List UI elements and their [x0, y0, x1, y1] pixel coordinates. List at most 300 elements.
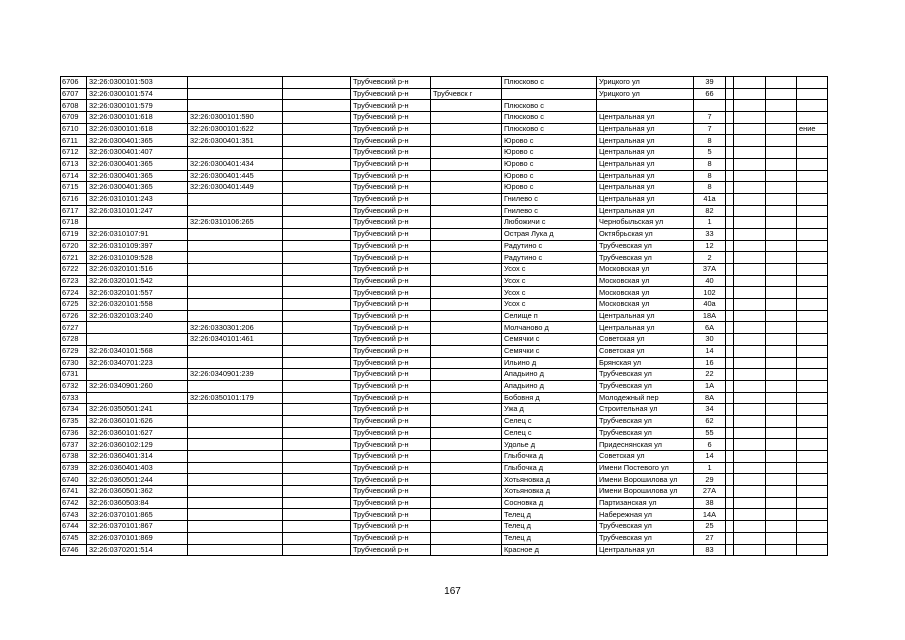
cadastral-number-cell: 32:26:0310109:397: [87, 240, 188, 252]
row-number-cell: 6731: [61, 369, 87, 381]
empty-cell: [734, 392, 766, 404]
empty-cell: [283, 147, 351, 159]
empty-cell: [283, 322, 351, 334]
empty-cell: [734, 509, 766, 521]
house-number-cell: 33: [694, 228, 726, 240]
cadastral-number-cell: 32:26:0360503:84: [87, 497, 188, 509]
house-number-cell: 14: [694, 451, 726, 463]
house-number-cell: 30: [694, 334, 726, 346]
empty-cell: [734, 334, 766, 346]
settlement-cell: Бобовня д: [502, 392, 597, 404]
settlement-cell: Радутино с: [502, 252, 597, 264]
house-number-cell: 7: [694, 112, 726, 124]
empty-cell: [283, 415, 351, 427]
city-cell: [431, 521, 502, 533]
empty-cell: [766, 497, 797, 509]
linked-cadastral-number-cell: 32:26:0300401:449: [188, 182, 283, 194]
note-cell: [797, 415, 828, 427]
cadastral-number-cell: 32:26:0320101:558: [87, 299, 188, 311]
row-number-cell: 6735: [61, 415, 87, 427]
settlement-cell: Радутино с: [502, 240, 597, 252]
cadastral-number-cell: 32:26:0300101:579: [87, 100, 188, 112]
empty-cell: [734, 345, 766, 357]
note-cell: [797, 193, 828, 205]
row-number-cell: 6716: [61, 193, 87, 205]
empty-cell: [766, 380, 797, 392]
empty-cell: [766, 334, 797, 346]
row-number-cell: 6709: [61, 112, 87, 124]
settlement-cell: Сосновка д: [502, 497, 597, 509]
cadastral-number-cell: 32:26:0320101:516: [87, 264, 188, 276]
empty-cell: [734, 439, 766, 451]
empty-cell: [726, 532, 734, 544]
row-number-cell: 6717: [61, 205, 87, 217]
house-number-cell: 8: [694, 170, 726, 182]
empty-cell: [734, 544, 766, 556]
city-cell: [431, 193, 502, 205]
cadastral-number-cell: [87, 217, 188, 229]
street-cell: Урицкого ул: [597, 88, 694, 100]
empty-cell: [734, 521, 766, 533]
district-cell: Трубчевский р-н: [351, 275, 431, 287]
city-cell: [431, 415, 502, 427]
district-cell: Трубчевский р-н: [351, 147, 431, 159]
district-cell: Трубчевский р-н: [351, 310, 431, 322]
city-cell: [431, 451, 502, 463]
linked-cadastral-number-cell: 32:26:0330301:206: [188, 322, 283, 334]
city-cell: [431, 345, 502, 357]
house-number-cell: 41а: [694, 193, 726, 205]
linked-cadastral-number-cell: [188, 427, 283, 439]
house-number-cell: 29: [694, 474, 726, 486]
note-cell: [797, 240, 828, 252]
empty-cell: [726, 544, 734, 556]
empty-cell: [283, 77, 351, 89]
settlement-cell: Усох с: [502, 299, 597, 311]
table-row: [61, 100, 828, 112]
empty-cell: [726, 112, 734, 124]
cadastral-number-cell: 32:26:0300401:365: [87, 135, 188, 147]
empty-cell: [726, 415, 734, 427]
street-cell: [597, 100, 694, 112]
empty-cell: [283, 357, 351, 369]
city-cell: [431, 532, 502, 544]
empty-cell: [766, 193, 797, 205]
row-number-cell: 6727: [61, 322, 87, 334]
row-number-cell: 6720: [61, 240, 87, 252]
row-number-cell: 6724: [61, 287, 87, 299]
house-number-cell: 14А: [694, 509, 726, 521]
cadastral-number-cell: 32:26:0350501:241: [87, 404, 188, 416]
district-cell: Трубчевский р-н: [351, 392, 431, 404]
street-cell: Центральная ул: [597, 205, 694, 217]
street-cell: Урицкого ул: [597, 77, 694, 89]
empty-cell: [734, 170, 766, 182]
city-cell: [431, 264, 502, 276]
table-row: [61, 182, 828, 194]
house-number-cell: 14: [694, 345, 726, 357]
empty-cell: [734, 240, 766, 252]
linked-cadastral-number-cell: 32:26:0310106:265: [188, 217, 283, 229]
street-cell: Брянская ул: [597, 357, 694, 369]
note-cell: [797, 509, 828, 521]
linked-cadastral-number-cell: [188, 521, 283, 533]
table-row: [61, 158, 828, 170]
empty-cell: [734, 135, 766, 147]
empty-cell: [283, 158, 351, 170]
city-cell: [431, 369, 502, 381]
empty-cell: [766, 521, 797, 533]
settlement-cell: Молчаново д: [502, 322, 597, 334]
settlement-cell: Юрово с: [502, 170, 597, 182]
street-cell: Октябрьская ул: [597, 228, 694, 240]
empty-cell: [283, 275, 351, 287]
empty-cell: [734, 252, 766, 264]
empty-cell: [283, 451, 351, 463]
empty-cell: [283, 193, 351, 205]
city-cell: [431, 182, 502, 194]
empty-cell: [283, 392, 351, 404]
district-cell: Трубчевский р-н: [351, 322, 431, 334]
empty-cell: [726, 486, 734, 498]
cadastral-number-cell: 32:26:0340101:568: [87, 345, 188, 357]
empty-cell: [726, 100, 734, 112]
city-cell: [431, 170, 502, 182]
empty-cell: [734, 275, 766, 287]
empty-cell: [726, 228, 734, 240]
linked-cadastral-number-cell: [188, 451, 283, 463]
district-cell: Трубчевский р-н: [351, 357, 431, 369]
cadastral-number-cell: 32:26:0310107:91: [87, 228, 188, 240]
city-cell: [431, 462, 502, 474]
empty-cell: [283, 310, 351, 322]
row-number-cell: 6745: [61, 532, 87, 544]
district-cell: Трубчевский р-н: [351, 123, 431, 135]
empty-cell: [283, 100, 351, 112]
house-number-cell: 83: [694, 544, 726, 556]
row-number-cell: 6714: [61, 170, 87, 182]
table-row: [61, 521, 828, 533]
table-row: [61, 544, 828, 556]
table-row: [61, 123, 828, 135]
empty-cell: [283, 521, 351, 533]
settlement-cell: Ильино д: [502, 357, 597, 369]
empty-cell: [726, 310, 734, 322]
street-cell: Имени Постевого ул: [597, 462, 694, 474]
empty-cell: [734, 264, 766, 276]
empty-cell: [726, 439, 734, 451]
empty-cell: [734, 404, 766, 416]
settlement-cell: Юрово с: [502, 182, 597, 194]
table-row: [61, 135, 828, 147]
district-cell: Трубчевский р-н: [351, 158, 431, 170]
settlement-cell: Удолье д: [502, 439, 597, 451]
linked-cadastral-number-cell: [188, 299, 283, 311]
linked-cadastral-number-cell: [188, 77, 283, 89]
page-number: 167: [444, 586, 461, 597]
city-cell: [431, 509, 502, 521]
row-number-cell: 6730: [61, 357, 87, 369]
house-number-cell: 8: [694, 158, 726, 170]
linked-cadastral-number-cell: [188, 486, 283, 498]
empty-cell: [734, 123, 766, 135]
row-number-cell: 6726: [61, 310, 87, 322]
street-cell: Советская ул: [597, 345, 694, 357]
empty-cell: [766, 264, 797, 276]
house-number-cell: 6А: [694, 322, 726, 334]
empty-cell: [734, 112, 766, 124]
table-row: [61, 193, 828, 205]
linked-cadastral-number-cell: [188, 100, 283, 112]
street-cell: Трубчевская ул: [597, 427, 694, 439]
empty-cell: [766, 205, 797, 217]
settlement-cell: Острая Лука д: [502, 228, 597, 240]
table-row: [61, 287, 828, 299]
row-number-cell: 6736: [61, 427, 87, 439]
empty-cell: [766, 345, 797, 357]
cadastral-number-cell: [87, 392, 188, 404]
empty-cell: [726, 217, 734, 229]
city-cell: [431, 205, 502, 217]
house-number-cell: 39: [694, 77, 726, 89]
cadastral-number-cell: 32:26:0300101:618: [87, 123, 188, 135]
empty-cell: [766, 486, 797, 498]
empty-cell: [726, 252, 734, 264]
note-cell: [797, 392, 828, 404]
linked-cadastral-number-cell: 32:26:0340101:461: [188, 334, 283, 346]
note-cell: [797, 264, 828, 276]
district-cell: Трубчевский р-н: [351, 369, 431, 381]
row-number-cell: 6734: [61, 404, 87, 416]
street-cell: Трубчевская ул: [597, 532, 694, 544]
row-number-cell: 6721: [61, 252, 87, 264]
house-number-cell: 55: [694, 427, 726, 439]
district-cell: Трубчевский р-н: [351, 509, 431, 521]
linked-cadastral-number-cell: 32:26:0300401:434: [188, 158, 283, 170]
city-cell: [431, 310, 502, 322]
table-row: [61, 112, 828, 124]
empty-cell: [726, 462, 734, 474]
district-cell: Трубчевский р-н: [351, 462, 431, 474]
district-cell: Трубчевский р-н: [351, 345, 431, 357]
empty-cell: [283, 205, 351, 217]
table-row: [61, 345, 828, 357]
settlement-cell: Хотьяновка д: [502, 486, 597, 498]
street-cell: Трубчевская ул: [597, 521, 694, 533]
empty-cell: [283, 345, 351, 357]
empty-cell: [734, 287, 766, 299]
row-number-cell: 6737: [61, 439, 87, 451]
table-row: [61, 264, 828, 276]
row-number-cell: 6743: [61, 509, 87, 521]
empty-cell: [726, 334, 734, 346]
district-cell: Трубчевский р-н: [351, 415, 431, 427]
empty-cell: [734, 77, 766, 89]
street-cell: Центральная ул: [597, 158, 694, 170]
district-cell: Трубчевский р-н: [351, 544, 431, 556]
note-cell: [797, 77, 828, 89]
cadastral-number-cell: 32:26:0310109:528: [87, 252, 188, 264]
row-number-cell: 6712: [61, 147, 87, 159]
street-cell: Имени Ворошилова ул: [597, 486, 694, 498]
cadastral-number-cell: [87, 322, 188, 334]
note-cell: [797, 158, 828, 170]
district-cell: Трубчевский р-н: [351, 252, 431, 264]
row-number-cell: 6744: [61, 521, 87, 533]
district-cell: Трубчевский р-н: [351, 240, 431, 252]
house-number-cell: 40: [694, 275, 726, 287]
note-cell: ение: [797, 123, 828, 135]
linked-cadastral-number-cell: [188, 544, 283, 556]
settlement-cell: Гнилево с: [502, 193, 597, 205]
empty-cell: [766, 544, 797, 556]
note-cell: [797, 275, 828, 287]
empty-cell: [726, 170, 734, 182]
cadastral-number-cell: 32:26:0340701:223: [87, 357, 188, 369]
settlement-cell: Плюсково с: [502, 77, 597, 89]
empty-cell: [734, 147, 766, 159]
street-cell: Центральная ул: [597, 544, 694, 556]
city-cell: [431, 486, 502, 498]
table-row: [61, 240, 828, 252]
empty-cell: [726, 357, 734, 369]
linked-cadastral-number-cell: [188, 310, 283, 322]
empty-cell: [734, 228, 766, 240]
empty-cell: [734, 486, 766, 498]
empty-cell: [766, 415, 797, 427]
table-row: [61, 299, 828, 311]
empty-cell: [726, 287, 734, 299]
settlement-cell: Глыбочка д: [502, 462, 597, 474]
linked-cadastral-number-cell: [188, 357, 283, 369]
empty-cell: [726, 404, 734, 416]
city-cell: Трубчевск г: [431, 88, 502, 100]
cadastral-number-cell: 32:26:0310101:243: [87, 193, 188, 205]
empty-cell: [283, 404, 351, 416]
city-cell: [431, 322, 502, 334]
row-number-cell: 6710: [61, 123, 87, 135]
note-cell: [797, 100, 828, 112]
city-cell: [431, 217, 502, 229]
table-row: [61, 275, 828, 287]
empty-cell: [726, 299, 734, 311]
linked-cadastral-number-cell: [188, 252, 283, 264]
city-cell: [431, 299, 502, 311]
table-row: [61, 439, 828, 451]
empty-cell: [726, 158, 734, 170]
row-number-cell: 6732: [61, 380, 87, 392]
district-cell: Трубчевский р-н: [351, 135, 431, 147]
linked-cadastral-number-cell: [188, 228, 283, 240]
note-cell: [797, 380, 828, 392]
settlement-cell: Телец д: [502, 521, 597, 533]
cadastral-number-cell: 32:26:0370101:869: [87, 532, 188, 544]
empty-cell: [766, 369, 797, 381]
empty-cell: [766, 158, 797, 170]
settlement-cell: Плюсково с: [502, 123, 597, 135]
table-row: [61, 427, 828, 439]
table-row: [61, 486, 828, 498]
table-row: [61, 380, 828, 392]
table-row: [61, 170, 828, 182]
note-cell: [797, 486, 828, 498]
city-cell: [431, 439, 502, 451]
settlement-cell: Юрово с: [502, 147, 597, 159]
row-number-cell: 6708: [61, 100, 87, 112]
note-cell: [797, 310, 828, 322]
house-number-cell: 82: [694, 205, 726, 217]
empty-cell: [726, 77, 734, 89]
district-cell: Трубчевский р-н: [351, 287, 431, 299]
district-cell: Трубчевский р-н: [351, 404, 431, 416]
table-row: [61, 88, 828, 100]
house-number-cell: 7: [694, 123, 726, 135]
district-cell: Трубчевский р-н: [351, 217, 431, 229]
district-cell: Трубчевский р-н: [351, 427, 431, 439]
cadastral-number-cell: 32:26:0320101:557: [87, 287, 188, 299]
cadastral-number-cell: 32:26:0300101:574: [87, 88, 188, 100]
empty-cell: [283, 112, 351, 124]
empty-cell: [283, 299, 351, 311]
street-cell: Центральная ул: [597, 147, 694, 159]
district-cell: Трубчевский р-н: [351, 182, 431, 194]
cadastral-number-cell: 32:26:0300101:618: [87, 112, 188, 124]
district-cell: Трубчевский р-н: [351, 205, 431, 217]
city-cell: [431, 240, 502, 252]
cadastral-number-cell: 32:26:0360501:244: [87, 474, 188, 486]
row-number-cell: 6715: [61, 182, 87, 194]
settlement-cell: Плюсково с: [502, 112, 597, 124]
note-cell: [797, 170, 828, 182]
street-cell: Трубчевская ул: [597, 369, 694, 381]
city-cell: [431, 123, 502, 135]
empty-cell: [726, 474, 734, 486]
settlement-cell: Хотьяновка д: [502, 474, 597, 486]
empty-cell: [726, 509, 734, 521]
city-cell: [431, 392, 502, 404]
empty-cell: [726, 123, 734, 135]
empty-cell: [734, 100, 766, 112]
table-body: [61, 77, 828, 556]
table-row: [61, 334, 828, 346]
empty-cell: [766, 451, 797, 463]
street-cell: Набережная ул: [597, 509, 694, 521]
empty-cell: [766, 240, 797, 252]
street-cell: Трубчевская ул: [597, 252, 694, 264]
note-cell: [797, 439, 828, 451]
empty-cell: [766, 77, 797, 89]
city-cell: [431, 334, 502, 346]
empty-cell: [726, 369, 734, 381]
note-cell: [797, 404, 828, 416]
note-cell: [797, 147, 828, 159]
settlement-cell: Усох с: [502, 287, 597, 299]
district-cell: Трубчевский р-н: [351, 170, 431, 182]
empty-cell: [766, 88, 797, 100]
street-cell: Центральная ул: [597, 322, 694, 334]
district-cell: Трубчевский р-н: [351, 486, 431, 498]
linked-cadastral-number-cell: [188, 380, 283, 392]
empty-cell: [766, 404, 797, 416]
street-cell: Центральная ул: [597, 112, 694, 124]
city-cell: [431, 497, 502, 509]
note-cell: [797, 451, 828, 463]
linked-cadastral-number-cell: [188, 509, 283, 521]
empty-cell: [283, 497, 351, 509]
row-number-cell: 6729: [61, 345, 87, 357]
empty-cell: [283, 182, 351, 194]
cadastral-number-cell: 32:26:0370201:514: [87, 544, 188, 556]
